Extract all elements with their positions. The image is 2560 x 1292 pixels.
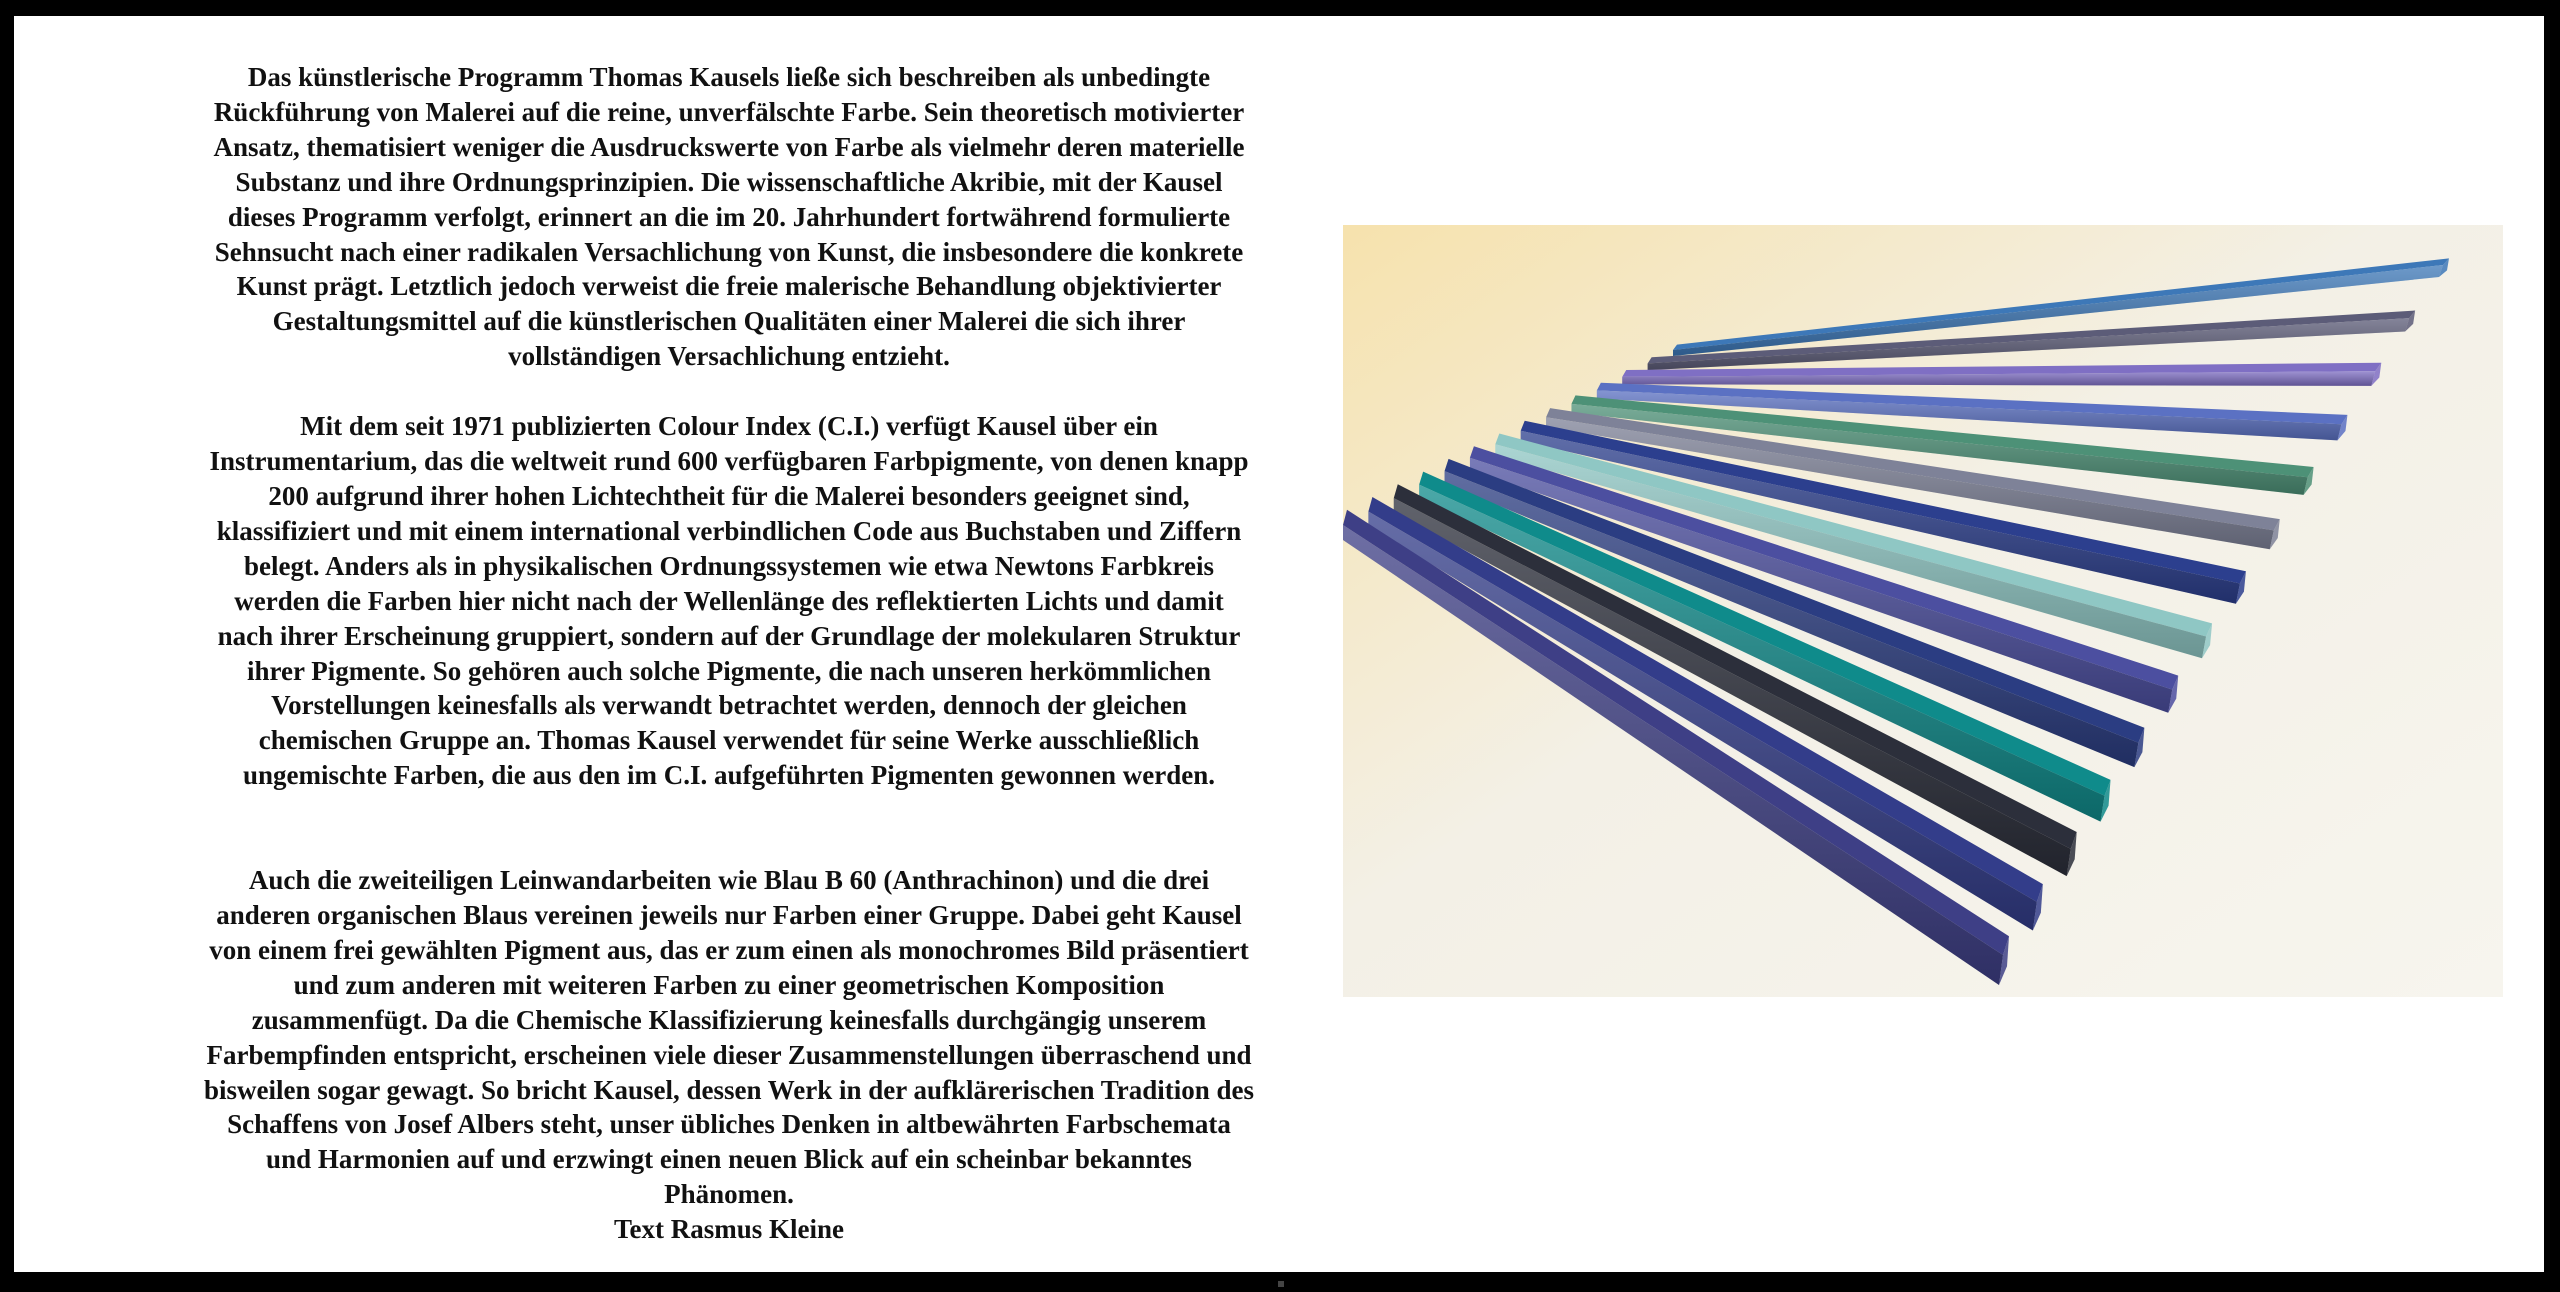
paragraph-colour-index: Mit dem seit 1971 publizierten Colour Index (C.I.) verfügt Kausel über ein Instrumentarium, das die weltweit rund 600 verfügbaren Farbpigmente, von denen knapp 200 aufgrund ihrer hohen Lichtechtheit für die Malerei besonders geeignet sind, klassifiziert und mit einem international verbindlichen Code aus Buchstaben und Ziffern belegt. Anders als in physikalischen Ordnungssystemen wie etwa Newtons Farbkreis werden die Farben hier nicht nach der Wellenlänge des reflektierten Lichts und damit nach ihrer Erscheinung gruppiert, sondern auf der Grundlage der molekularen Struktur ihrer Pigmente. So gehören auch solche Pigmente, die nach unseren herkömmlichen Vorstellungen keinesfalls als verwandt betrachtet werden, dennoch der gleichen chemischen Gruppe an. Thomas Kausel verwendet für seine Werke ausschließlich ungemischte Farben, die aus den im C.I. aufgeführten Pigmenten gewonnen werden. (209, 411, 1249, 791)
artwork-photo (1343, 225, 2503, 997)
text-credit: Text Rasmus Kleine (613, 1214, 844, 1245)
photo-of-colored-wooden-bars-icon (1343, 225, 2503, 997)
paragraph-intro: Das künstlerische Programm Thomas Kausels ließe sich beschreiben als unbedingte Rückführung von Malerei auf die reine, unverfälschte Farbe. Sein theoretisch motivierter Ansatz, thematisiert weniger die Ausdruckswerte von Farbe als vielmehr deren materielle Substanz und ihre Ordnungsprinzipien. Die wissenschaftliche Akribie, mit der Kausel dieses Programm verfolgt, erinnert an die im 20. Jahrhundert fortwährend formulierte Sehnsucht nach einer radikalen Versachlichung von Kunst, die insbesondere die konkrete Kunst prägt. Letztlich jedoch verweist die freie malerische Behandlung objektivierter Gestaltungsmittel auf die künstlerischen Qualitäten einer Malerei die sich ihrer vollständigen Versachlichung entzieht. (213, 62, 1245, 372)
paragraph-canvas-works: Auch die zweiteiligen Leinwandarbeiten wie Blau B 60 (Anthrachinon) und die drei anderen organischen Blaus vereinen jeweils nur Farben einer Gruppe. Dabei geht Kausel von einem frei gewählten Pigment aus, das er zum einen als monochromes Bild präsentiert und zum anderen mit weiteren Farben zu einer geometrischen Komposition zusammenfügt. Da die Chemische Klassifizierung keinesfalls durchgängig unserem Farbempfinden entspricht, erscheinen viele dieser Zusammenstellungen überraschend und bisweilen sogar gewagt. So bricht Kausel, dessen Werk in der aufklärerischen Tradition des Schaffens von Josef Albers steht, unser übliches Denken in altbewährten Farbschemata und Harmonien auf und erzwingt einen neuen Blick auf ein scheinbar bekanntes Phänomen. (203, 865, 1255, 1210)
page-edge-mark (1278, 1281, 1284, 1287)
text-column (114, 60, 1344, 1247)
document-page (14, 16, 2544, 1272)
